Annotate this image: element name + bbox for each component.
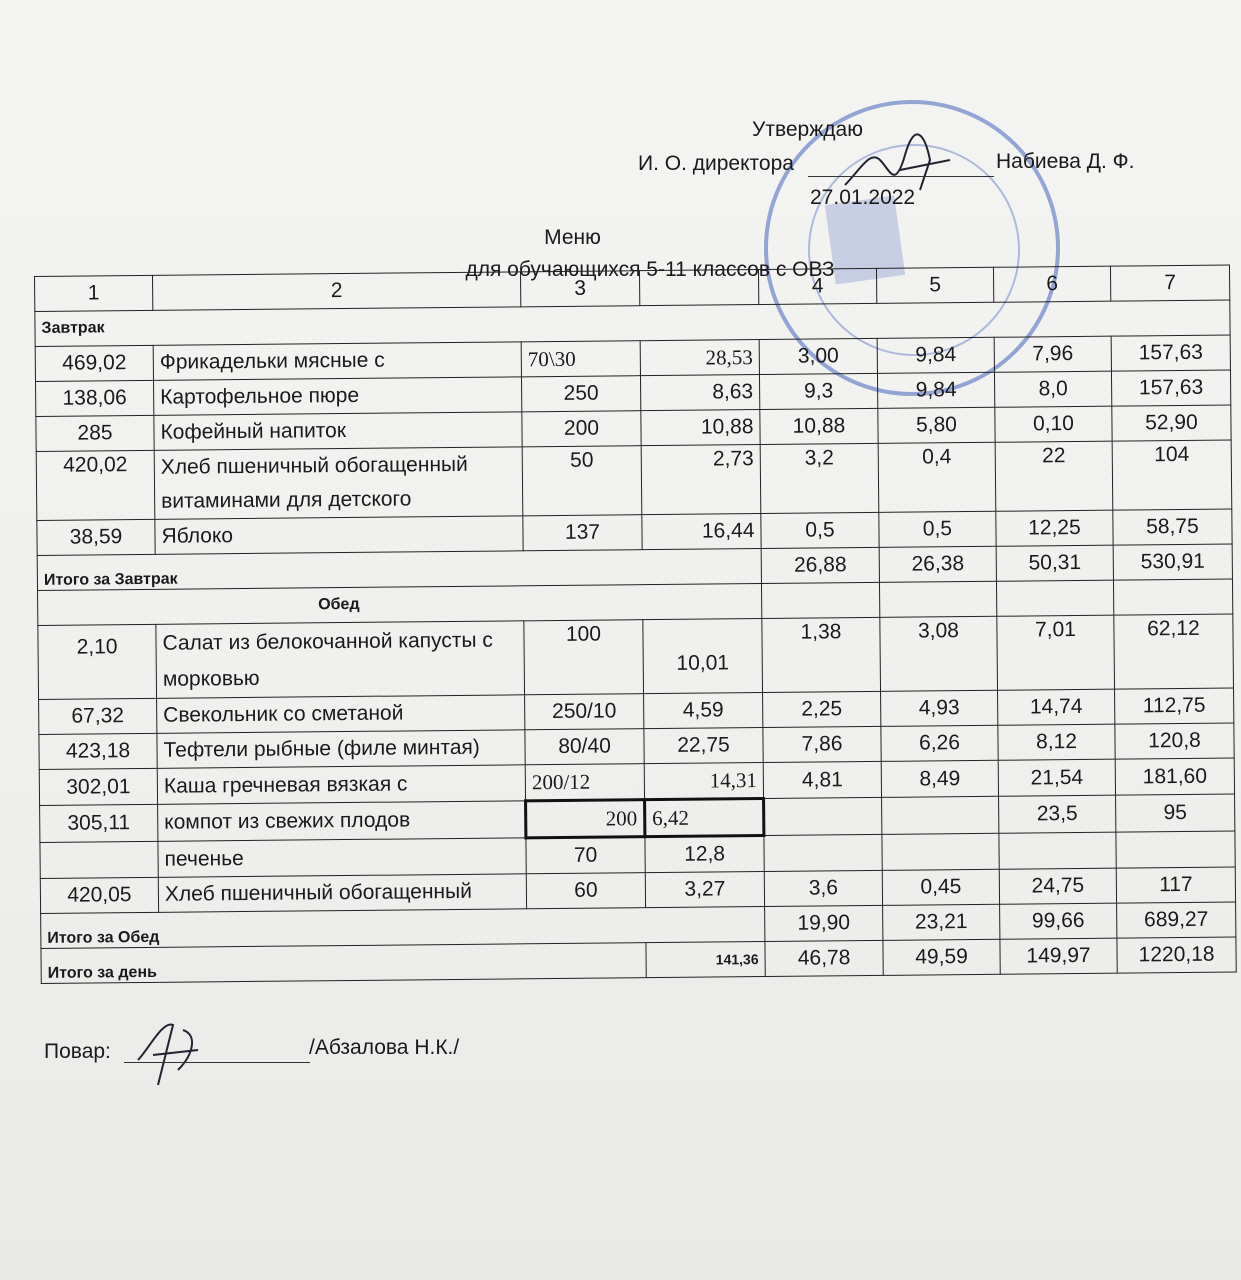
- value-5: 8,49: [881, 760, 998, 797]
- dish-price: 2,73: [641, 445, 761, 515]
- col-number: 1: [35, 275, 153, 311]
- value-6: 14,74: [998, 689, 1115, 725]
- dish-name: Хлеб пшеничный обогащенный витаминами для детского: [154, 447, 523, 520]
- breakfast-total-label: Итого за Завтрак: [37, 549, 761, 591]
- lunch-total-label: Итого за Обед: [41, 907, 765, 949]
- value-7: 117: [1116, 867, 1235, 903]
- dish-price: 28,53: [640, 340, 759, 376]
- dish-code: 138,06: [36, 380, 154, 416]
- dish-price: 16,44: [642, 514, 761, 550]
- dish-name: Яблоко: [155, 516, 523, 555]
- dish-portion: 200: [522, 411, 641, 447]
- dish-price: 10,01: [643, 619, 763, 694]
- dish-price: 14,31: [644, 763, 763, 800]
- value-7: 104: [1112, 440, 1232, 510]
- total-7: 530,91: [1113, 544, 1232, 580]
- dish-price: 6,42: [645, 799, 764, 837]
- value-7: 112,75: [1115, 688, 1234, 724]
- dish-portion: 200: [526, 800, 645, 838]
- dish-portion: 200/12: [525, 764, 644, 801]
- table-row: [38, 614, 1234, 699]
- value-5: 4,93: [881, 690, 998, 726]
- value-6: 21,54: [998, 759, 1115, 796]
- total-6: 50,31: [996, 545, 1113, 581]
- value-5: [882, 833, 999, 870]
- dish-code: 38,59: [37, 519, 155, 555]
- total-6: 99,66: [1000, 903, 1117, 939]
- menu-table: [34, 265, 1237, 984]
- value-4: 10,88: [760, 408, 878, 444]
- dish-name: Фрикадельки мясные с: [153, 342, 521, 381]
- dish-name: Каша гречневая вязкая с: [157, 765, 525, 805]
- dish-code: [40, 841, 158, 878]
- value-6: 8,0: [994, 371, 1111, 407]
- director-label: И. О. директора: [638, 152, 794, 175]
- dish-price: 3,27: [645, 872, 764, 908]
- dish-portion: 50: [522, 446, 642, 516]
- value-5: 9,84: [877, 372, 994, 408]
- value-4: [764, 797, 882, 835]
- dish-code: 305,11: [40, 804, 158, 842]
- value-4: 1,38: [762, 617, 881, 692]
- dish-name: Тефтели рыбные (филе минтая): [157, 730, 525, 769]
- value-4: 7,86: [763, 726, 881, 762]
- value-4: 4,81: [763, 761, 881, 798]
- section-lunch: Обед: [38, 584, 762, 626]
- value-6: 12,25: [996, 510, 1113, 546]
- dish-price: 22,75: [644, 728, 763, 764]
- dish-name: Картофельное пюре: [154, 377, 522, 416]
- day-total-label: Итого за день: [41, 943, 646, 984]
- dish-name: компот из свежих плодов: [158, 801, 526, 842]
- empty-cell: [996, 580, 1113, 616]
- col-number: 7: [1110, 265, 1229, 301]
- dish-price: 8,63: [640, 375, 759, 411]
- value-6: 22: [995, 441, 1113, 511]
- director-name: Набиева Д. Ф.: [996, 150, 1135, 173]
- day-total-price: 141,36: [646, 942, 765, 978]
- dish-portion: 70: [526, 837, 645, 874]
- dish-price: 4,59: [644, 693, 763, 729]
- total-5: 26,38: [879, 546, 996, 582]
- value-5: 6,26: [881, 725, 998, 761]
- dish-code: 420,05: [40, 877, 158, 913]
- value-4: 3,00: [759, 338, 877, 374]
- empty-cell: [761, 582, 879, 618]
- value-5: 0,45: [882, 869, 999, 905]
- empty-cell: [879, 581, 996, 617]
- value-6: 24,75: [999, 868, 1116, 904]
- table-row: [36, 440, 1232, 520]
- dish-name: Хлеб пшеничный обогащенный: [158, 874, 526, 913]
- total-7: 1220,18: [1117, 937, 1236, 973]
- value-4: 9,3: [759, 373, 877, 409]
- dish-name: Салат из белокочанной капусты с морковью: [156, 621, 525, 699]
- col-number: 4: [758, 268, 876, 304]
- total-6: 149,97: [1000, 938, 1117, 974]
- value-7: 58,75: [1113, 509, 1232, 545]
- value-4: [764, 834, 882, 871]
- signature-line: [808, 176, 994, 177]
- value-6: 7,96: [994, 336, 1111, 372]
- value-7: 120,8: [1115, 723, 1234, 759]
- dish-price: 10,88: [641, 410, 760, 446]
- dish-code: 2,10: [38, 624, 157, 699]
- value-4: 3,6: [764, 870, 882, 906]
- approval-date: 27.01.2022: [810, 186, 916, 209]
- value-7: 52,90: [1112, 405, 1231, 441]
- value-6: 7,01: [997, 615, 1115, 690]
- value-7: 62,12: [1114, 614, 1234, 689]
- value-5: 5,80: [878, 407, 995, 443]
- total-4: 19,90: [765, 905, 883, 941]
- cook-signature: [128, 1010, 218, 1090]
- value-5: 9,84: [877, 337, 994, 373]
- col-number: 6: [993, 266, 1110, 302]
- dish-portion: 80/40: [525, 729, 644, 765]
- dish-code: 420,02: [36, 450, 155, 520]
- empty-cell: [1113, 579, 1232, 615]
- dish-name: Кофейный напиток: [154, 412, 522, 451]
- col-number: 3: [520, 271, 639, 307]
- value-6: [999, 832, 1116, 869]
- dish-portion: 250/10: [525, 694, 644, 730]
- total-7: 689,27: [1117, 902, 1236, 938]
- dish-name: Свекольник со сметаной: [157, 695, 525, 734]
- col-number: 2: [152, 272, 520, 311]
- dish-portion: 70\30: [521, 341, 640, 377]
- menu-title: Меню: [544, 226, 601, 249]
- cook-label: Повар:: [44, 1040, 111, 1063]
- menu-subtitle: для обучающихся 5-11 классов с ОВЗ: [465, 258, 835, 281]
- value-5: 0,5: [879, 511, 996, 547]
- dish-portion: 60: [526, 873, 645, 909]
- dish-code: 302,01: [39, 768, 157, 805]
- dish-portion: 100: [524, 620, 644, 695]
- value-5: 0,4: [878, 442, 996, 512]
- dish-code: 469,02: [35, 345, 153, 381]
- dish-price: 12,8: [645, 836, 764, 873]
- value-4: 0,5: [761, 512, 879, 548]
- dish-name: печенье: [158, 838, 526, 878]
- dish-code: 67,32: [39, 698, 157, 734]
- cook-name: /Абзалова Н.К./: [309, 1036, 460, 1059]
- dish-portion: 250: [521, 376, 640, 412]
- value-7: 95: [1116, 794, 1235, 832]
- section-breakfast: Завтрак: [35, 300, 1230, 346]
- total-5: 23,21: [883, 904, 1000, 940]
- value-6: 0,10: [995, 406, 1112, 442]
- total-4: 46,78: [765, 940, 883, 976]
- value-7: 157,63: [1111, 370, 1230, 406]
- dish-code: 423,18: [39, 733, 157, 769]
- total-5: 49,59: [883, 939, 1000, 975]
- col-number: 5: [876, 267, 993, 303]
- value-5: 3,08: [880, 616, 998, 691]
- value-4: 2,25: [763, 691, 881, 727]
- value-4: 3,2: [760, 443, 879, 513]
- approval-title: Утверждаю: [752, 118, 863, 141]
- dish-code: 285: [36, 415, 154, 451]
- value-5: [882, 796, 999, 834]
- value-7: 157,63: [1111, 335, 1230, 371]
- value-7: 181,60: [1115, 758, 1234, 795]
- value-7: [1116, 831, 1235, 868]
- cook-signature-line: [124, 1062, 310, 1063]
- total-4: 26,88: [761, 547, 879, 583]
- col-number: [639, 270, 758, 306]
- value-6: 23,5: [999, 795, 1116, 833]
- value-6: 8,12: [998, 724, 1115, 760]
- dish-portion: 137: [523, 515, 642, 551]
